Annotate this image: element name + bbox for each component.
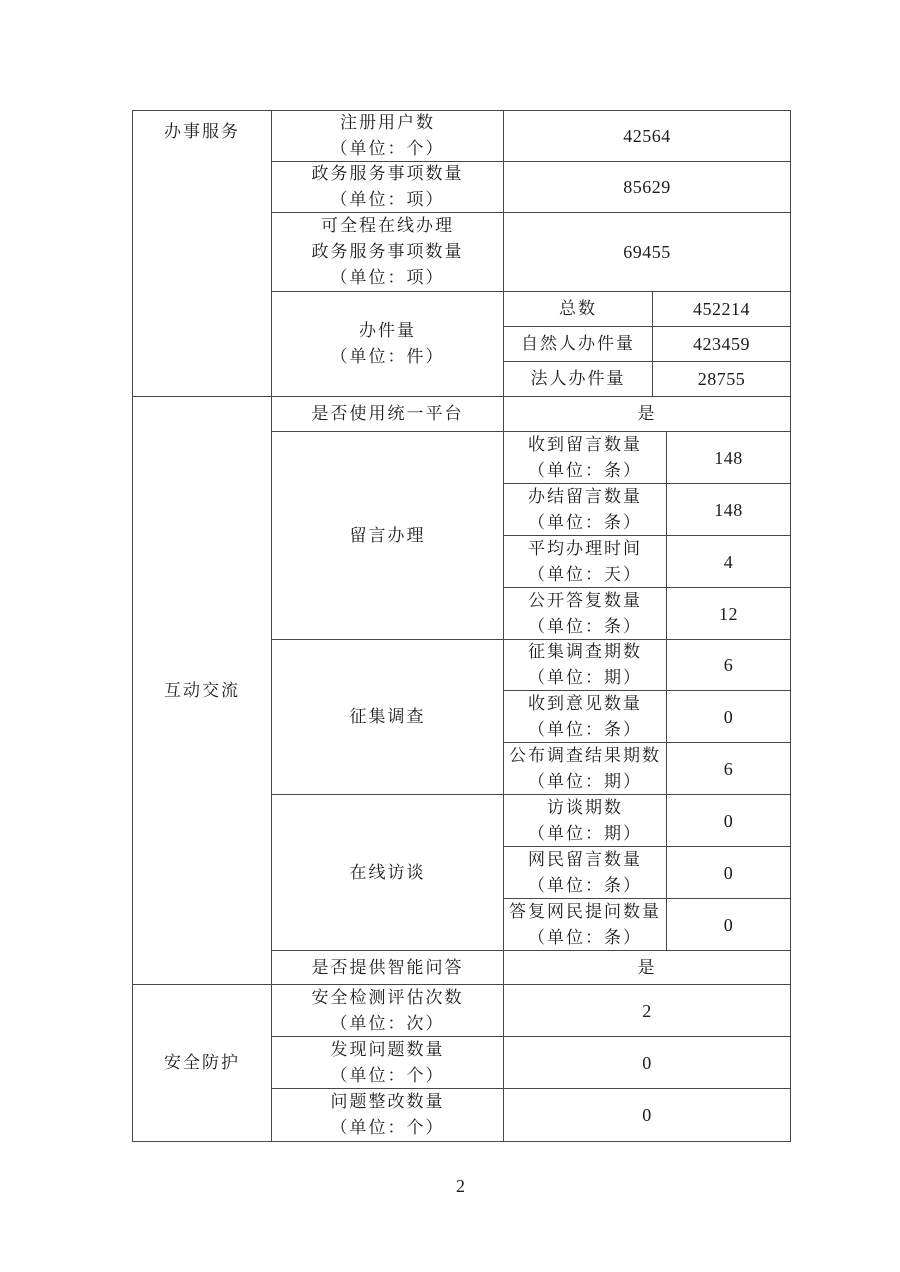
sub-metric-value-netizen-messages: 0	[667, 847, 790, 899]
metric-label-service-items: 政务服务事项数量 （单位：项）	[272, 162, 504, 213]
group-label-cases: 办件量 （单位：件）	[272, 292, 504, 397]
metric-value-assessments: 2	[504, 985, 790, 1037]
sub-metric-label-interview-periods: 访谈期数 （单位：期）	[504, 795, 667, 847]
section-category-label: 办事服务	[164, 122, 240, 141]
metric-value-online-items: 69455	[504, 213, 790, 292]
section-category-label: 安全防护	[164, 1053, 240, 1072]
metric-unit: （单位：件）	[330, 347, 445, 366]
sub-metric-label-survey-periods: 征集调查期数 （单位：期）	[504, 640, 667, 691]
metric-label-problems-fixed: 问题整改数量 （单位：个）	[272, 1089, 504, 1141]
report-table	[132, 110, 791, 1142]
sub-metric-value-avg-time: 4	[667, 536, 790, 588]
metric-label-smart-qa: 是否提供智能问答	[272, 951, 504, 985]
sub-metric-label-public-replies: 公开答复数量 （单位：条）	[504, 588, 667, 640]
metric-unit: （单位：个）	[330, 139, 445, 158]
metric-unit: （单位：天）	[528, 564, 642, 584]
sub-metric-value-public-replies: 12	[667, 588, 790, 640]
metric-unit: （单位：条）	[528, 460, 642, 480]
metric-value-problems-found: 0	[504, 1037, 790, 1089]
metric-value-service-items: 85629	[504, 162, 790, 213]
group-label-interviews: 在线访谈	[272, 795, 504, 951]
page-number: 2	[456, 1176, 465, 1196]
sub-metric-value-opinions-received: 0	[667, 691, 790, 743]
sub-metric-label-messages-completed: 办结留言数量 （单位：条）	[504, 484, 667, 536]
metric-label-assessments: 安全检测评估次数 （单位：次）	[272, 985, 504, 1037]
metric-unit: （单位：期）	[528, 668, 642, 687]
sub-metric-value-messages-completed: 148	[667, 484, 790, 536]
sub-metric-value-question-replies: 0	[667, 899, 790, 951]
metric-label-registered-users: 注册用户数 （单位：个）	[272, 111, 504, 162]
metric-value-unified-platform: 是	[504, 397, 790, 432]
sub-metric-label-question-replies: 答复网民提问数量 （单位：条）	[504, 899, 667, 951]
metric-unit: （单位：条）	[528, 875, 642, 895]
metric-value-smart-qa: 是	[504, 951, 790, 985]
sub-metric-value-total: 452214	[653, 292, 790, 327]
sub-metric-label-legal-person: 法人办件量	[504, 362, 653, 397]
sub-metric-value-natural-person: 423459	[653, 327, 790, 362]
metric-unit: （单位：条）	[528, 719, 642, 739]
section-category-label: 互动交流	[164, 680, 240, 700]
sub-metric-value-interview-periods: 0	[667, 795, 790, 847]
metric-unit: （单位：条）	[528, 512, 642, 532]
metric-unit: （单位：个）	[330, 1065, 445, 1085]
metric-unit: （单位：个）	[330, 1118, 445, 1137]
sub-metric-label-messages-received: 收到留言数量 （单位：条）	[504, 432, 667, 484]
sub-metric-label-results-published: 公布调查结果期数 （单位：期）	[504, 743, 667, 795]
metric-value-problems-fixed: 0	[642, 1105, 652, 1125]
group-label-messages: 留言办理	[272, 432, 504, 640]
metric-unit: （单位：条）	[528, 616, 642, 636]
group-label-surveys: 征集调查	[272, 640, 504, 795]
metric-label-unified-platform: 是否使用统一平台	[272, 397, 504, 432]
sub-metric-label-avg-time: 平均办理时间 （单位：天）	[504, 536, 667, 588]
metric-unit: （单位：项）	[330, 268, 445, 287]
metric-unit: （单位：次）	[330, 1013, 445, 1033]
metric-label-online-items: 可全程在线办理 政务服务事项数量 （单位：项）	[272, 213, 504, 292]
section-category-interaction	[133, 397, 272, 985]
sub-metric-label-natural-person: 自然人办件量	[504, 327, 653, 362]
sub-metric-label-opinions-received: 收到意见数量 （单位：条）	[504, 691, 667, 743]
metric-unit: （单位：期）	[528, 771, 642, 791]
sub-metric-value-legal-person: 28755	[653, 362, 790, 397]
metric-label-problems-found: 发现问题数量 （单位：个）	[272, 1037, 504, 1089]
section-category-service	[133, 111, 272, 397]
sub-metric-value-survey-periods: 6	[667, 640, 790, 691]
sub-metric-value-results-published: 6	[667, 743, 790, 795]
metric-unit: （单位：期）	[528, 823, 642, 843]
sub-metric-label-total: 总数	[504, 292, 653, 327]
sub-metric-label-netizen-messages: 网民留言数量 （单位：条）	[504, 847, 667, 899]
metric-unit: （单位：项）	[330, 190, 445, 209]
metric-value-registered-users: 42564	[504, 111, 790, 162]
sub-metric-value-messages-received: 148	[667, 432, 790, 484]
section-category-security	[133, 985, 272, 1141]
metric-unit: （单位：条）	[528, 927, 642, 947]
